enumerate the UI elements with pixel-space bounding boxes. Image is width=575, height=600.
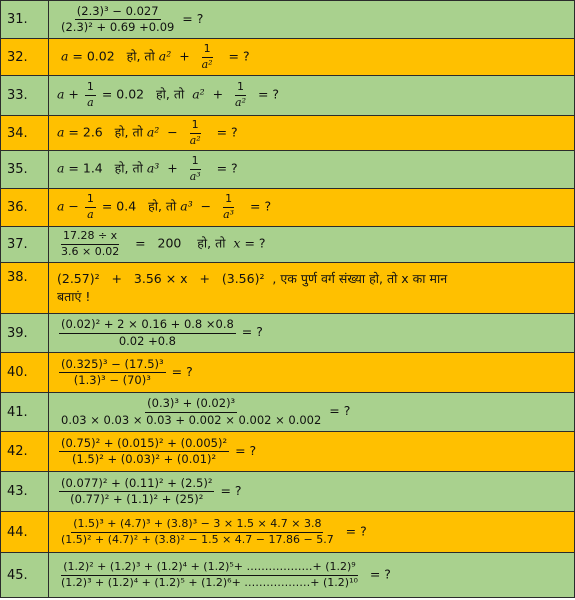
numerator: 1 — [202, 43, 213, 58]
numerator: (1.5)³ + (4.7)³ + (3.8)³ − 3 × 1.5 × 4.7 × 3.8 — [71, 518, 323, 533]
equals-question: = ? — [216, 483, 242, 498]
question-row-45 — [1, 553, 575, 598]
operator: + — [159, 161, 186, 176]
numerator: 1 — [85, 193, 96, 208]
denominator: (1.5)² + (0.03)² + (0.01)² — [71, 452, 217, 466]
equals-question: = ? — [231, 443, 257, 458]
question-number: 39. — [1, 314, 49, 353]
variable: a² — [146, 124, 160, 140]
question-text — [49, 151, 575, 189]
denominator: 3.6 × 0.02 — [61, 245, 120, 258]
condition-text: = 2.6 हो, तो — [64, 124, 147, 140]
numerator: (2.3)³ − 0.027 — [75, 5, 161, 20]
numerator: (0.077)² + (0.11)² + (2.5)² — [59, 477, 214, 492]
operator: + — [204, 87, 232, 102]
question-number: 43. — [1, 472, 49, 512]
question-line: (2.57)² + 3.56 × x + (3.56)² , एक पुर्ण वर्ग संख्या हो, तो x का मान — [57, 270, 448, 286]
condition-text: = 1.4 हो, तो — [64, 161, 147, 176]
equals-question: = ? — [204, 124, 238, 140]
question-text — [49, 314, 575, 353]
equals-question: = ? — [216, 48, 250, 64]
numerator: 1 — [85, 81, 96, 96]
question-number: 41. — [1, 393, 49, 432]
question-number: 31. — [1, 1, 49, 39]
variable: a³ — [180, 199, 193, 214]
fraction — [59, 561, 360, 589]
numerator: 1 — [235, 81, 246, 96]
question-row-34 — [1, 116, 575, 151]
denominator: (2.3)² + 0.69 +0.09 — [61, 20, 175, 34]
denominator: a² — [189, 133, 201, 147]
condition-text: = 0.02 हो, तो — [68, 48, 159, 64]
fraction — [221, 193, 236, 221]
question-row-36 — [1, 189, 575, 227]
question-text — [49, 353, 575, 393]
fraction — [233, 81, 248, 109]
fraction — [59, 5, 176, 34]
fraction — [200, 43, 215, 71]
equals-question: = ? — [337, 523, 367, 539]
question-text — [49, 39, 575, 76]
question-number: 38. — [1, 263, 49, 314]
condition-text: = 0.4 हो, तो — [97, 199, 181, 214]
fraction — [188, 155, 203, 183]
numerator: (0.75)² + (0.015)² + (0.005)² — [59, 437, 229, 452]
variable: a — [57, 124, 65, 140]
question-row-43 — [1, 472, 575, 512]
numerator: 1 — [223, 193, 234, 208]
numerator: (1.2)² + (1.2)³ + (1.2)⁴ + (1.2)⁵+ ………………+ (1.2)⁹ — [61, 561, 358, 576]
variable: a³ — [146, 161, 160, 176]
question-text — [49, 116, 575, 151]
question-number: 33. — [1, 76, 49, 116]
question-line: बताएं ! — [57, 289, 91, 304]
fraction — [59, 230, 121, 258]
variable: a − — [57, 199, 83, 214]
variable: a² — [192, 87, 205, 102]
denominator: (1.2)³ + (1.2)⁴ + (1.2)⁵ + (1.2)⁶+ ………………+ (1.2)¹⁰ — [61, 575, 358, 589]
question-number: 36. — [1, 189, 49, 227]
question-row-40 — [1, 353, 575, 393]
question-text — [49, 76, 575, 116]
question-text — [49, 432, 575, 472]
denominator: (1.3)³ − (70)³ — [73, 373, 151, 387]
numerator: 1 — [190, 119, 201, 134]
question-number: 35. — [1, 151, 49, 189]
question-row-39 — [1, 314, 575, 353]
question-number: 32. — [1, 39, 49, 76]
condition-text: = 200 हो, तो — [123, 236, 234, 251]
question-row-42 — [1, 432, 575, 472]
variable: a² — [158, 48, 172, 64]
denominator: a — [87, 96, 94, 109]
fraction — [59, 477, 214, 506]
question-number: 34. — [1, 116, 49, 151]
condition-text: = 0.02 हो, तो — [97, 87, 193, 102]
fraction — [59, 518, 336, 546]
question-text — [49, 189, 575, 227]
question-row-32 — [1, 39, 575, 76]
variable: a — [57, 161, 65, 176]
equals-question: = ? — [237, 324, 263, 340]
operator: − — [192, 199, 220, 214]
denominator: (0.77)² + (1.1)² + (25)² — [70, 492, 204, 506]
fraction — [85, 81, 96, 109]
numerator: (0.02)² + 2 × 0.16 + 0.8 ×0.8 — [59, 318, 236, 333]
numerator: 17.28 ÷ x — [61, 230, 119, 245]
variable: a + — [57, 87, 83, 102]
question-number: 44. — [1, 512, 49, 553]
question-text — [49, 393, 575, 432]
equals-question: = ? — [167, 364, 193, 379]
equals-question: = ? — [325, 403, 351, 419]
denominator: 0.03 × 0.03 × 0.03 + 0.002 × 0.002 × 0.002 — [61, 412, 322, 427]
equals-question: = ? — [361, 566, 391, 582]
fraction — [188, 119, 203, 147]
denominator: (1.5)² + (4.7)² + (3.8)² − 1.5 × 4.7 − 17.86 − 5.7 — [61, 532, 334, 546]
denominator: a² — [201, 57, 213, 71]
question-text — [49, 227, 575, 263]
denominator: 0.02 +0.8 — [118, 333, 176, 348]
variable: x — [233, 236, 241, 251]
question-number: 40. — [1, 353, 49, 393]
numerator: 1 — [190, 155, 201, 170]
question-number: 42. — [1, 432, 49, 472]
equals-question: = ? — [204, 161, 238, 176]
question-row-38 — [1, 263, 575, 314]
numerator: (0.325)³ − (17.5)³ — [59, 358, 166, 373]
equals-question: = ? — [250, 87, 280, 102]
question-text — [49, 512, 575, 553]
question-text — [49, 472, 575, 512]
operator: − — [159, 124, 186, 140]
denominator: a — [87, 208, 94, 221]
fraction — [59, 318, 236, 347]
equals-question: = ? — [178, 11, 204, 26]
equals-question: = ? — [238, 199, 272, 214]
question-row-33 — [1, 76, 575, 116]
fraction — [59, 358, 166, 387]
fraction — [59, 397, 323, 426]
question-text — [49, 553, 575, 598]
question-row-44 — [1, 512, 575, 553]
question-number: 37. — [1, 227, 49, 263]
operator: + — [171, 48, 198, 64]
denominator: a² — [235, 96, 246, 109]
fraction — [85, 193, 96, 221]
fraction — [59, 437, 229, 466]
question-row-35 — [1, 151, 575, 189]
question-row-41 — [1, 393, 575, 432]
question-number: 45. — [1, 553, 49, 598]
question-row-37 — [1, 227, 575, 263]
variable: a — [60, 48, 69, 64]
question-text — [49, 263, 575, 314]
numerator: (0.3)³ + (0.02)³ — [145, 397, 237, 412]
denominator: a³ — [189, 170, 201, 183]
question-text — [49, 1, 575, 39]
denominator: a³ — [223, 208, 235, 221]
equals-question: = ? — [240, 236, 266, 251]
question-row-31 — [1, 1, 575, 39]
